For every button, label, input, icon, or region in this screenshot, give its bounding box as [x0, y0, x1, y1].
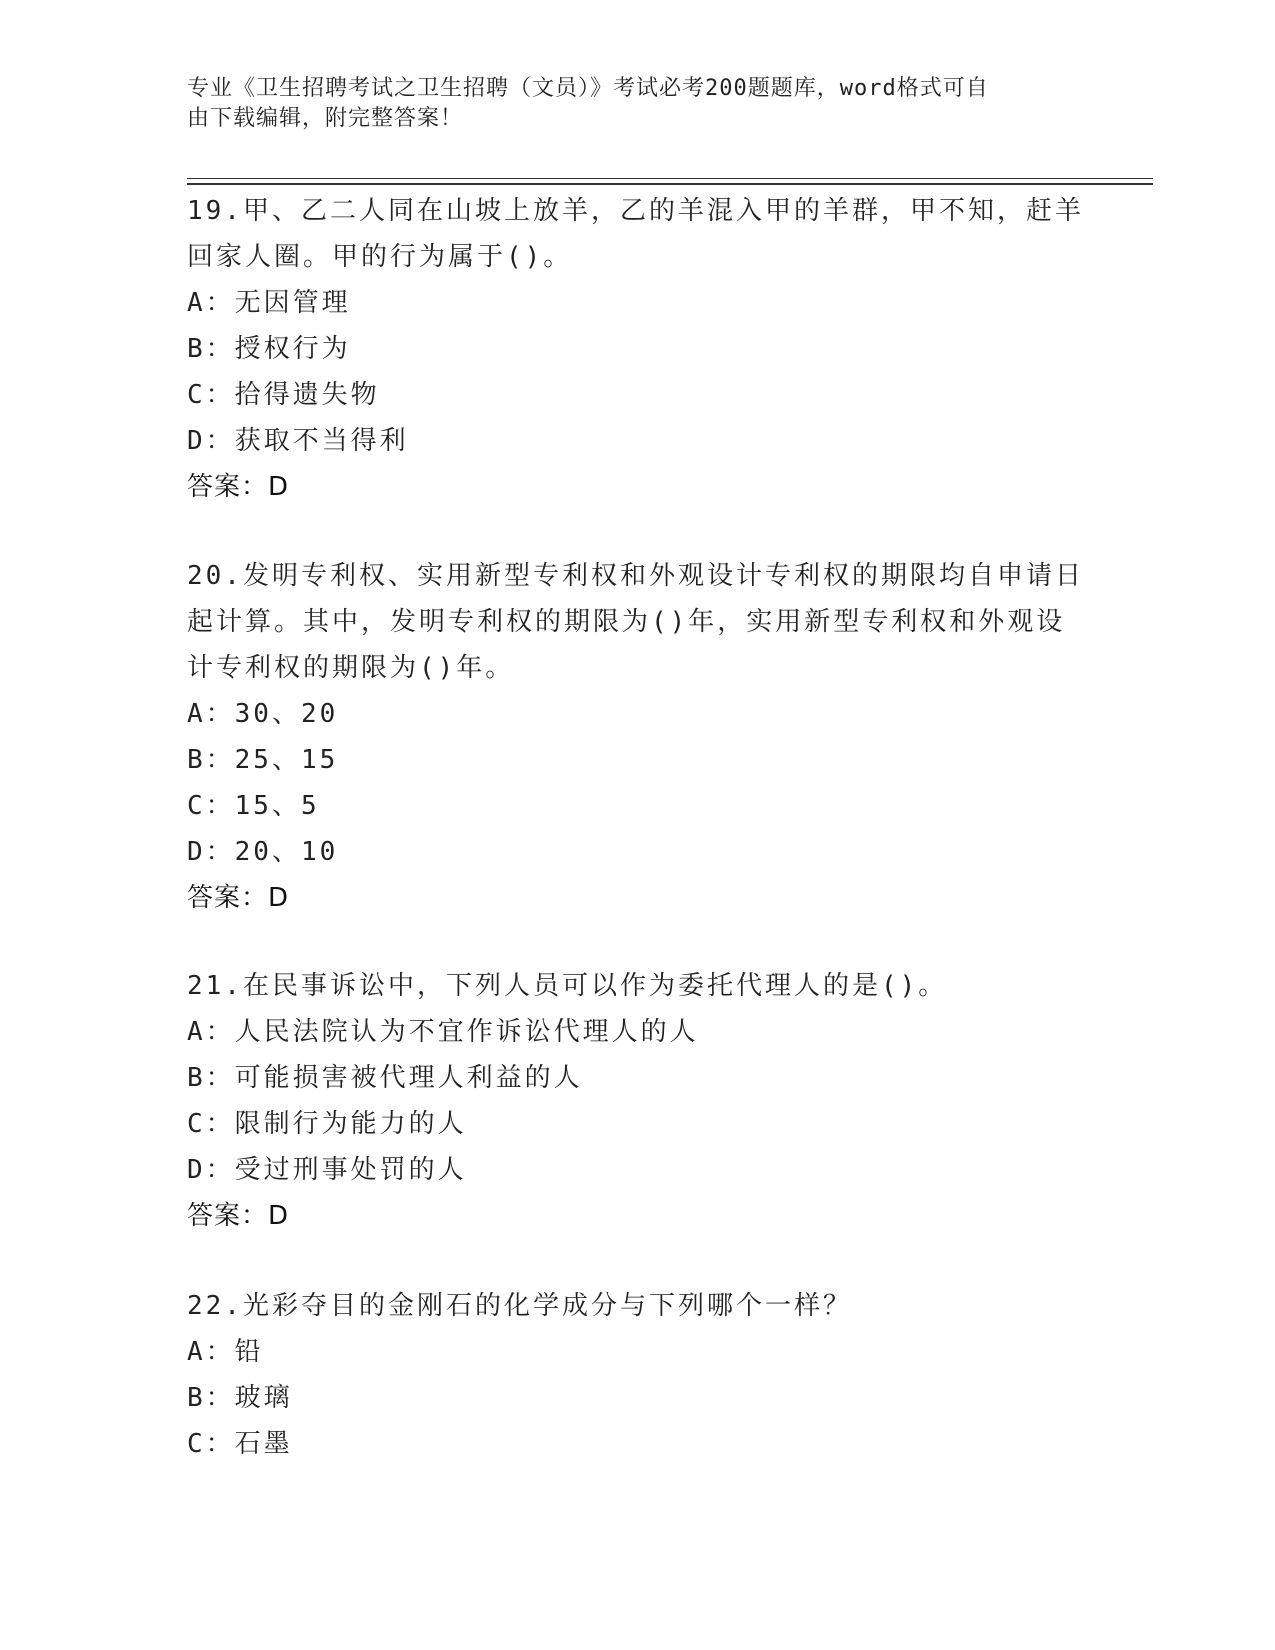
- option-a: A：无因管理: [187, 288, 351, 318]
- header-line-2: 由下载编辑，附完整答案！: [187, 106, 464, 131]
- answer-line: 答案：D: [187, 472, 290, 502]
- option-c: C：限制行为能力的人: [187, 1109, 467, 1139]
- header-divider-thin: [187, 178, 1153, 179]
- header-line-1: 专业《卫生招聘考试之卫生招聘（文员）》考试必考200题题库，word格式可自: [187, 76, 989, 101]
- document-header: [187, 74, 1067, 134]
- option-b: B：玻璃: [187, 1383, 293, 1413]
- question-stem-line: 22.光彩夺目的金刚石的化学成分与下列哪个一样？: [187, 1291, 852, 1321]
- option-c: C：拾得遗失物: [187, 380, 380, 410]
- option-c: C：15、5: [187, 791, 320, 821]
- question-22: [187, 1283, 1087, 1467]
- option-d: D：受过刑事处罚的人: [187, 1155, 467, 1185]
- option-b: B：可能损害被代理人利益的人: [187, 1063, 583, 1093]
- option-a: A：铅: [187, 1337, 264, 1367]
- question-stem-line: 20.发明专利权、实用新型专利权和外观设计专利权的期限均自申请日: [187, 561, 1084, 591]
- question-stem-line: 回家人圈。甲的行为属于()。: [187, 242, 573, 272]
- question-stem-line: 19.甲、乙二人同在山坡上放羊，乙的羊混入甲的羊群，甲不知，赶羊: [187, 196, 1084, 226]
- answer-line: 答案：D: [187, 883, 290, 913]
- option-d: D：获取不当得利: [187, 426, 409, 456]
- question-stem-line: 起计算。其中，发明专利权的期限为()年，实用新型专利权和外观设: [187, 607, 1066, 637]
- question-19: [187, 188, 1087, 510]
- question-21: [187, 963, 1087, 1239]
- question-20: [187, 553, 1087, 921]
- header-divider-thick: [187, 183, 1153, 185]
- question-stem-line: 21.在民事诉讼中，下列人员可以作为委托代理人的是()。: [187, 971, 948, 1001]
- option-a: A：30、20: [187, 699, 339, 729]
- option-d: D：20、10: [187, 837, 339, 867]
- option-a: A：人民法院认为不宜作诉讼代理人的人: [187, 1017, 699, 1047]
- option-c: C：石墨: [187, 1429, 293, 1459]
- option-b: B：25、15: [187, 745, 339, 775]
- option-b: B：授权行为: [187, 334, 351, 364]
- question-stem-line: 计专利权的期限为()年。: [187, 653, 515, 683]
- answer-line: 答案：D: [187, 1201, 290, 1231]
